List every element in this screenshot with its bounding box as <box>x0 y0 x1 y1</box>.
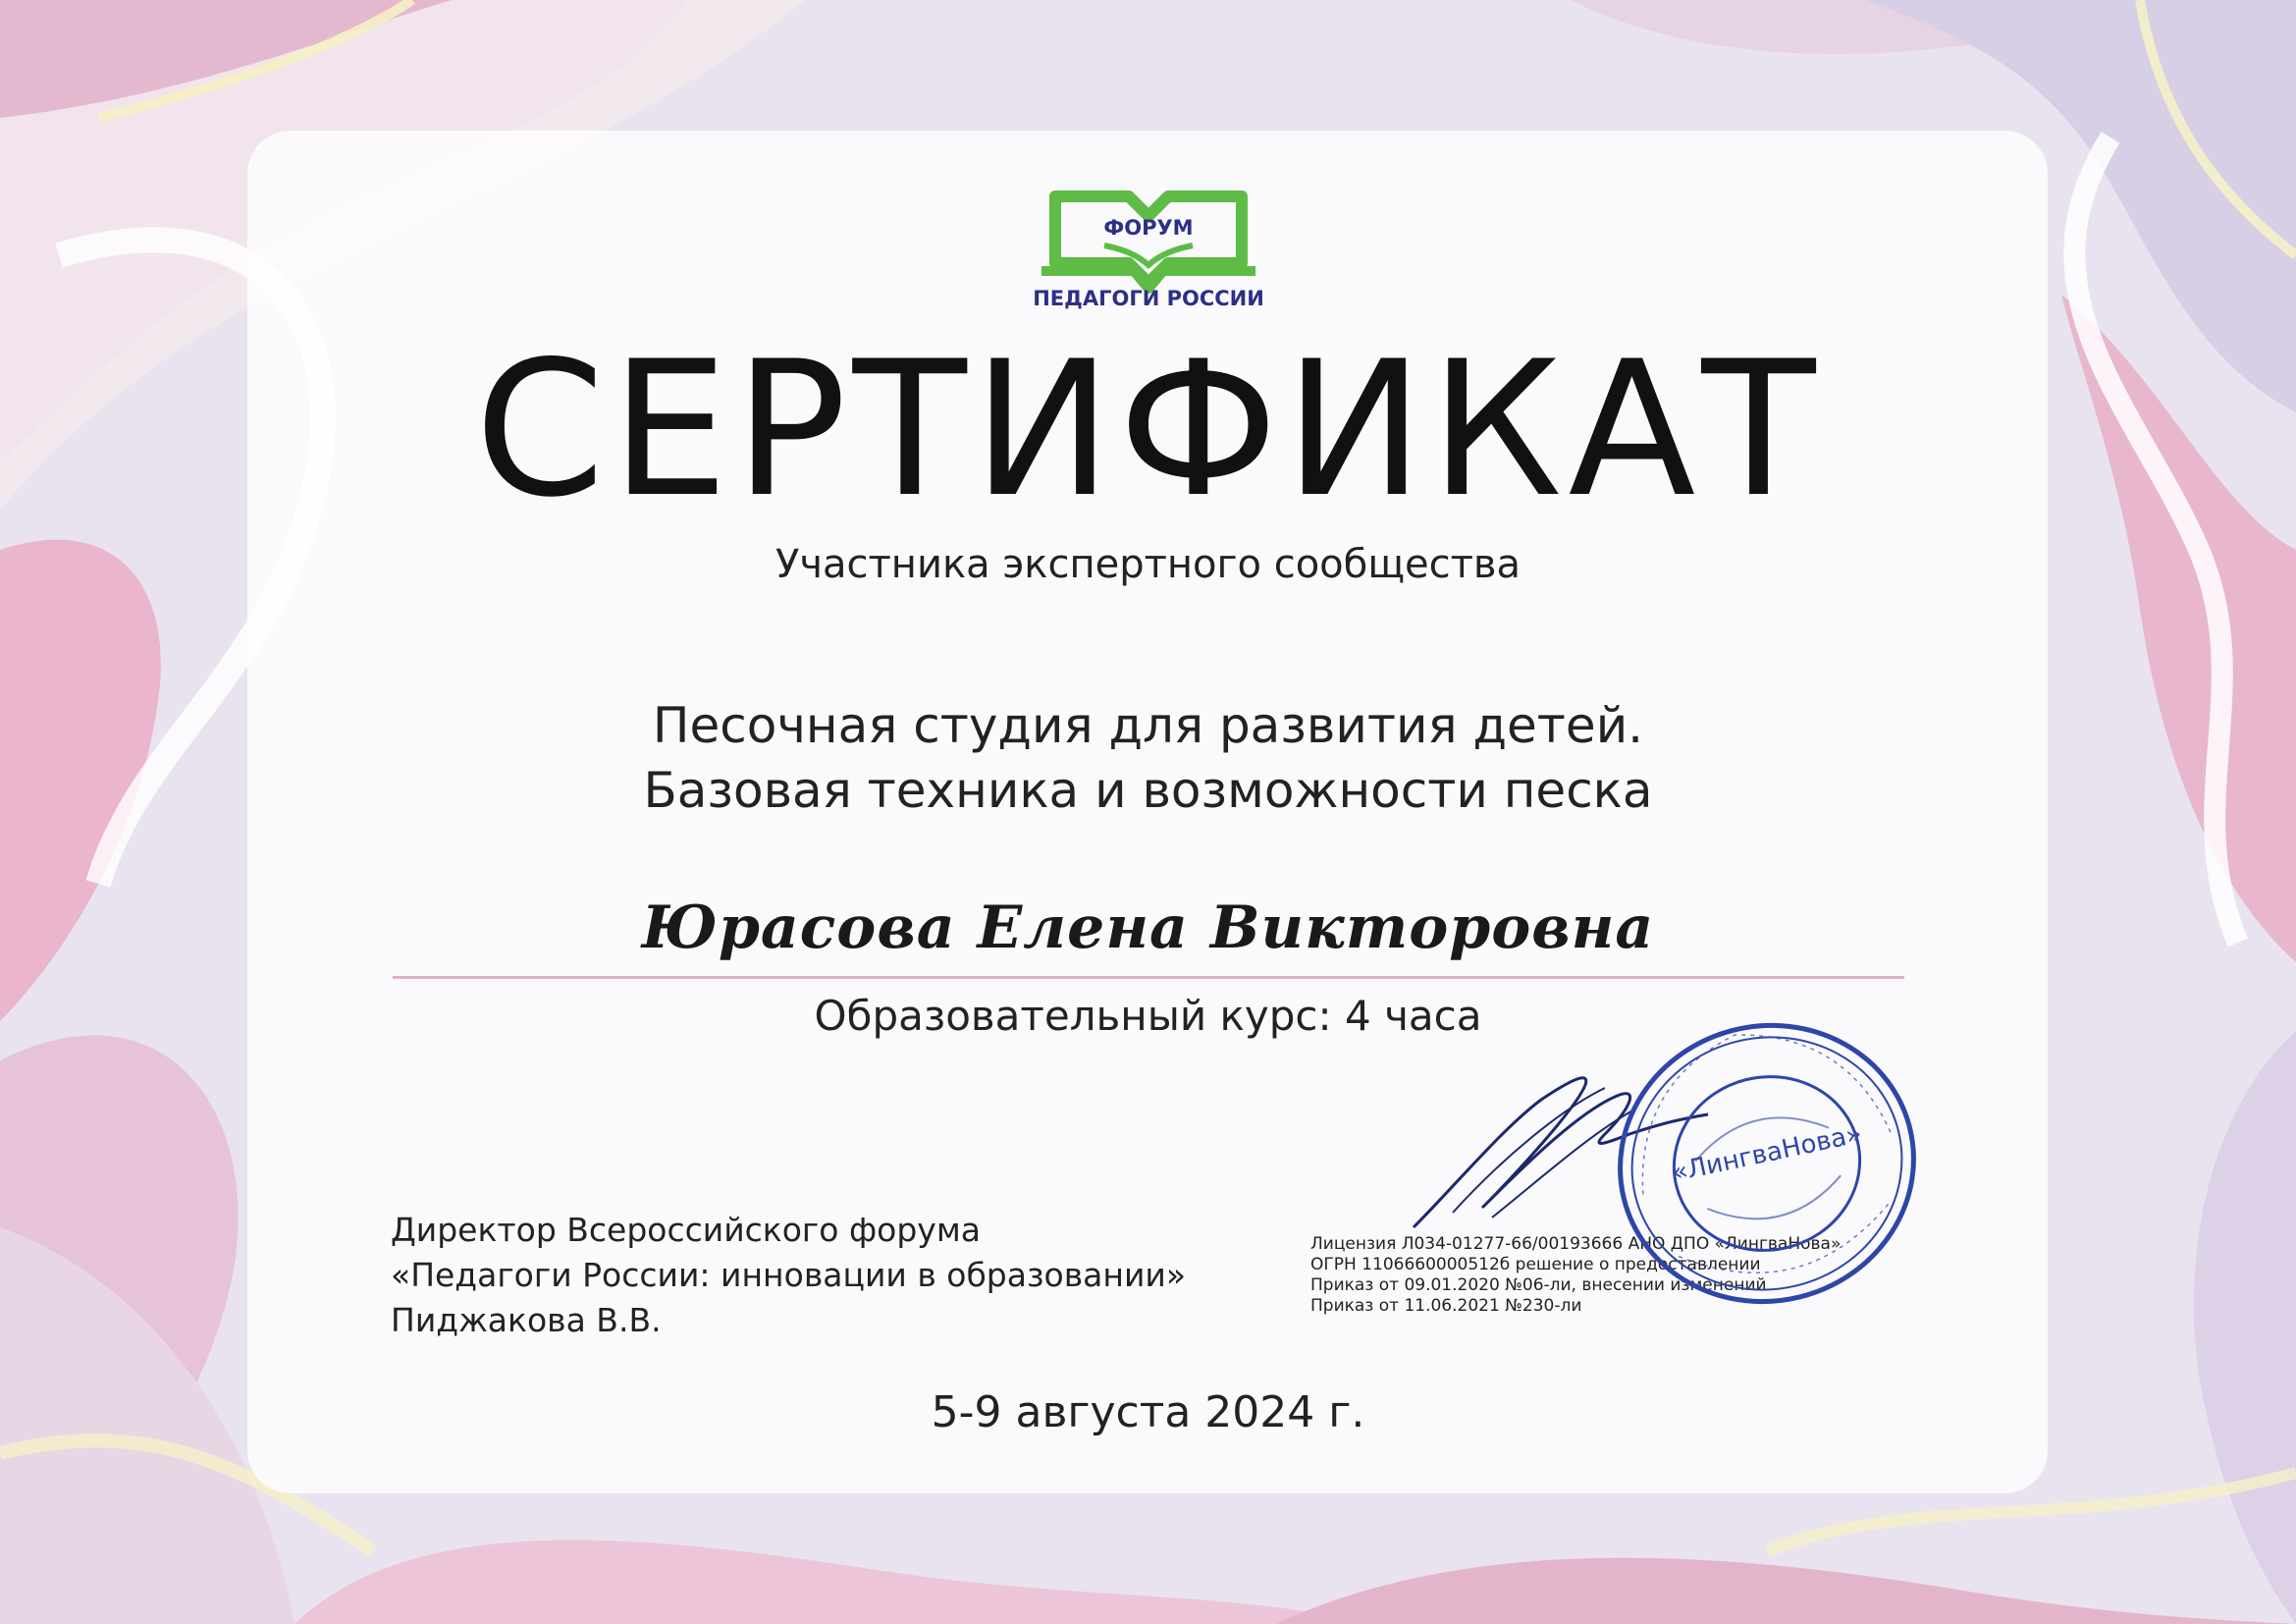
recipient-name: Юрасова Елена Викторовна <box>641 893 1655 962</box>
separator-rule <box>393 976 1904 979</box>
director-block <box>391 1208 1274 1343</box>
director-line: Директор Всероссийского форума <box>391 1211 981 1249</box>
license-line: Приказ от 09.01.2020 №06-ли, внесении изменений <box>1310 1275 1767 1295</box>
course-title <box>0 693 2296 823</box>
license-line: Лицензия Л034-01277-66/00193666 АНО ДПО «ЛингваНова» <box>1310 1234 1842 1254</box>
director-line: Пиджакова В.В. <box>391 1301 662 1339</box>
course-title-line: Песочная студия для развития детей. <box>652 697 1644 754</box>
stamp-center-text: «ЛингваНова» <box>1669 1118 1865 1189</box>
course-title-line: Базовая техника и возможности песка <box>643 762 1653 819</box>
certificate-subtitle: Участника экспертного сообщества <box>774 542 1521 587</box>
certificate-date: 5-9 августа 2024 г. <box>931 1387 1365 1437</box>
logo-bottom-text: ПЕДАГОГИ РОССИИ <box>1033 287 1264 310</box>
certificate-title: СЕРТИФИКАТ <box>474 321 1822 538</box>
logo-top-text: ФОРУМ <box>1103 216 1194 240</box>
director-line: «Педагоги России: инновации в образовании» <box>391 1256 1187 1294</box>
course-hours: Образовательный курс: 4 часа <box>814 992 1482 1040</box>
license-line: Приказ от 11.06.2021 №230-ли <box>1310 1296 1582 1316</box>
license-line: ОГРН 1106660000512б решение о предоставлении <box>1310 1255 1761 1274</box>
